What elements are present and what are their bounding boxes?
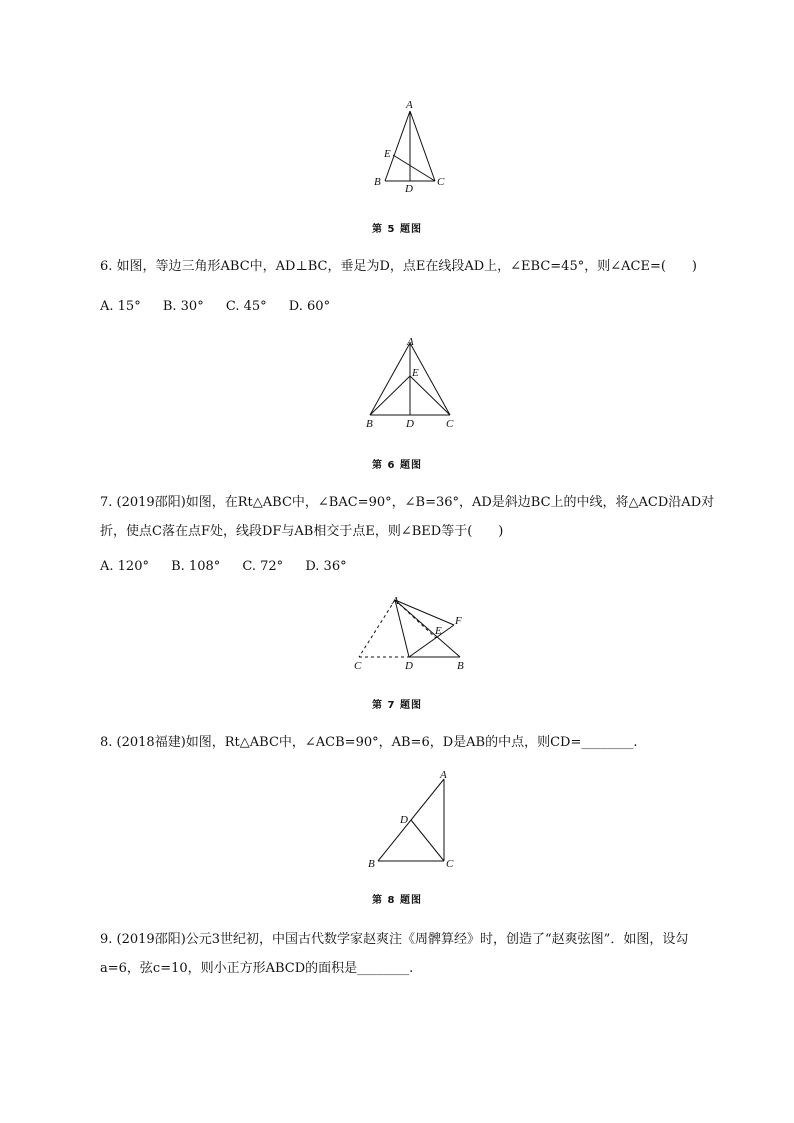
label-D: D — [405, 183, 413, 195]
label-B: B — [366, 418, 373, 430]
figure-7 — [345, 592, 475, 677]
figure-7-caption: 第 7 题图 — [372, 700, 422, 711]
label-A: A — [392, 595, 399, 607]
label-C: C — [437, 176, 445, 188]
figure-5-diagram — [360, 95, 460, 195]
label-F: F — [455, 615, 462, 627]
option-c: C. 45° — [225, 299, 267, 314]
figure-8-diagram — [360, 765, 460, 875]
label-E: E — [412, 367, 419, 379]
option-b: B. 30° — [162, 299, 204, 314]
question-9-text: 9. (2019邵阳)公元3世纪初，中国古代数学家赵爽注《周髀算经》时，创造了“赵爽弦图”．如图，设勾a=6，弦c=10，则小正方形ABCD的面积是________. — [100, 932, 689, 976]
figure-8 — [360, 765, 460, 875]
label-D: D — [405, 660, 413, 672]
label-E: E — [384, 148, 391, 160]
label-B: B — [368, 858, 375, 870]
option-d: D. 36° — [305, 559, 347, 574]
label-B: B — [374, 176, 381, 188]
figure-7-diagram — [345, 592, 475, 677]
question-7-text: 7. (2019邵阳)如图，在Rt△ABC中，∠BAC=90°，∠B=36°，AD是斜边BC上的中线，将△ACD沿AD对折，使点C落在点F处，线段DF与AB相交于点E，则∠BED等于( ) — [100, 495, 715, 539]
option-a: A. 15° — [100, 299, 141, 314]
label-A: A — [406, 99, 413, 111]
question-6-options — [100, 299, 348, 314]
label-C: C — [354, 660, 362, 672]
figure-6-caption: 第 6 题图 — [372, 460, 422, 471]
option-c: C. 72° — [242, 559, 284, 574]
label-C: C — [446, 858, 454, 870]
label-B: B — [457, 660, 464, 672]
label-A: A — [407, 336, 414, 348]
option-d: D. 60° — [288, 299, 331, 314]
option-a: A. 120° — [100, 559, 149, 574]
label-C: C — [446, 418, 454, 430]
figure-5 — [360, 95, 460, 195]
option-b: B. 108° — [171, 559, 221, 574]
figure-5-caption: 第 5 题图 — [372, 224, 422, 235]
question-6-text: 6. 如图，等边三角形ABC中，AD⊥BC，垂足为D，点E在线段AD上，∠EBC=45°，则∠ACE=( ) — [100, 259, 697, 274]
figure-6 — [360, 333, 460, 433]
question-8-text: 8. (2018福建)如图，Rt△ABC中，∠ACB=90°，AB=6，D是AB的中点，则CD=________. — [100, 735, 638, 750]
figure-8-caption: 第 8 题图 — [372, 895, 422, 906]
question-7-options — [100, 559, 365, 574]
figure-6-diagram — [360, 333, 460, 433]
label-D: D — [400, 814, 408, 826]
label-A: A — [440, 769, 447, 781]
label-E: E — [435, 625, 442, 637]
label-D: D — [406, 418, 414, 430]
